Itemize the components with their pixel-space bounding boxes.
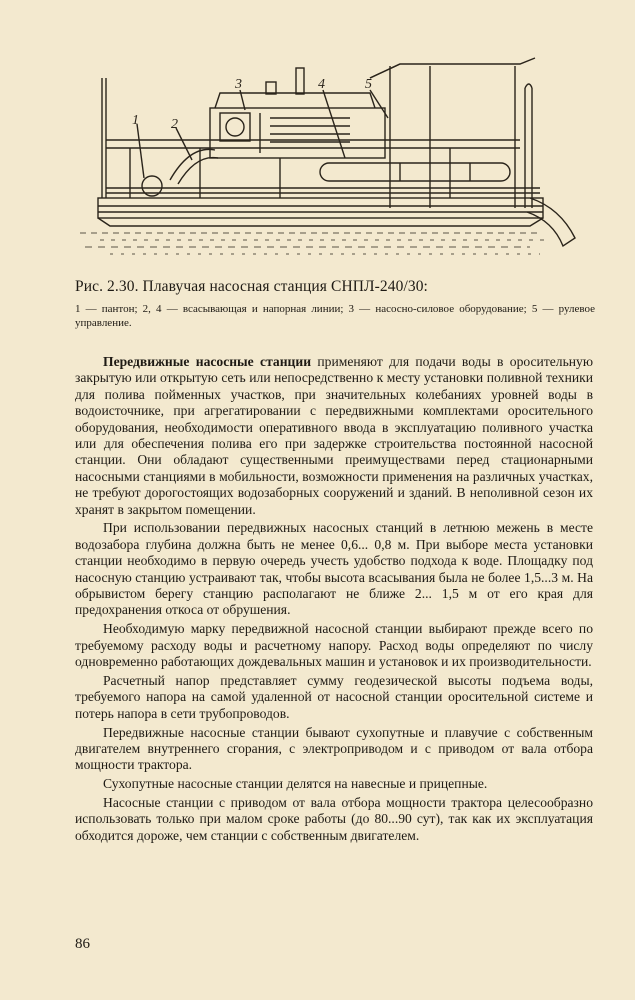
paragraph-6: Сухопутные насосные станции делятся на навесные и прицепные. [103,776,488,792]
paragraph-1 [75,354,593,518]
paragraph-2: При использовании передвижных насосных станций в летнюю межень в месте водозабора глубина должна быть не менее 0,6... 0,8 м. При выборе места установки станции необходимо в первую очередь учесть удобство подхода к воде. Площадку под насосную станцию устраивают так, чтобы высота всасывания была не более 1,5...3 м. На обрывистом берегу станцию располагают не ближе 2... 1,5 м от его края для предохранения откоса от обрушения. [75,520,593,618]
figure-caption: Рис. 2.30. Плавучая насосная станция СНПЛ-240/30: [75,278,428,295]
paragraph-4: Расчетный напор представляет сумму геодезической высоты подъема воды, требуемого напора на самой удаленной от насосной станции оросительной системе и потерь напора в сети трубопроводов. [75,672,593,721]
body-text [75,354,593,847]
paragraph-1-text: применяют для подачи воды в оросительную закрытую или открытую сеть или непосредственно к месту установки поливной техники для полива пойменных участков, при значительных колебаниях уровней воды в водоисточнике, при агрегатировании с передвижными комплектами оросительного оборудования, необходимости оперативного ввода в эксплуатацию поливного участка или для обеспечения полива его при задержке строительства постоянной насосной станции. Они обладают существенными преимуществами перед стационарными насосными станциями в мобильности, возможности применения на различных участках, не требуют дорогостоящих водозаборных сооружений и зданий. В неполивной сезон их хранят в закрытом помещении. [75,354,594,517]
paragraph-3: Необходимую марку передвижной насосной станции выбирают прежде всего по требуемому расходу воды и расчетному напору. Расход воды определяют по числу одновременно работающих дождевальных машин и установок и их производительности. [75,621,593,670]
figure-label-3: 3 [235,77,242,92]
page-number: 86 [75,936,90,952]
figure-legend: 1 — пантон; 2, 4 — всасывающая и напорная линии; 3 — насосно-силовое оборудование; 5 — рулевое управление. [75,303,595,329]
pump-station-illustration [70,48,585,263]
figure-label-4: 4 [318,77,325,92]
paragraph-7: Насосные станции с приводом от вала отбора мощности трактора целесообразно использовать только при малом сроке работы (до 80...90 сут), так как их эксплуатация обходится дороже, чем станции с собственным двигателем. [75,794,593,843]
paragraph-5: Передвижные насосные станции бывают сухопутные и плавучие с собственным двигателем внутреннего сгорания, с электроприводом и с приводом от вала отбора мощности трактора. [75,724,593,773]
figure-label-5: 5 [365,77,372,92]
paragraph-1-heading: Передвижные насосные станции [103,354,312,369]
figure-label-1: 1 [132,113,139,128]
figure-label-2: 2 [171,117,178,132]
